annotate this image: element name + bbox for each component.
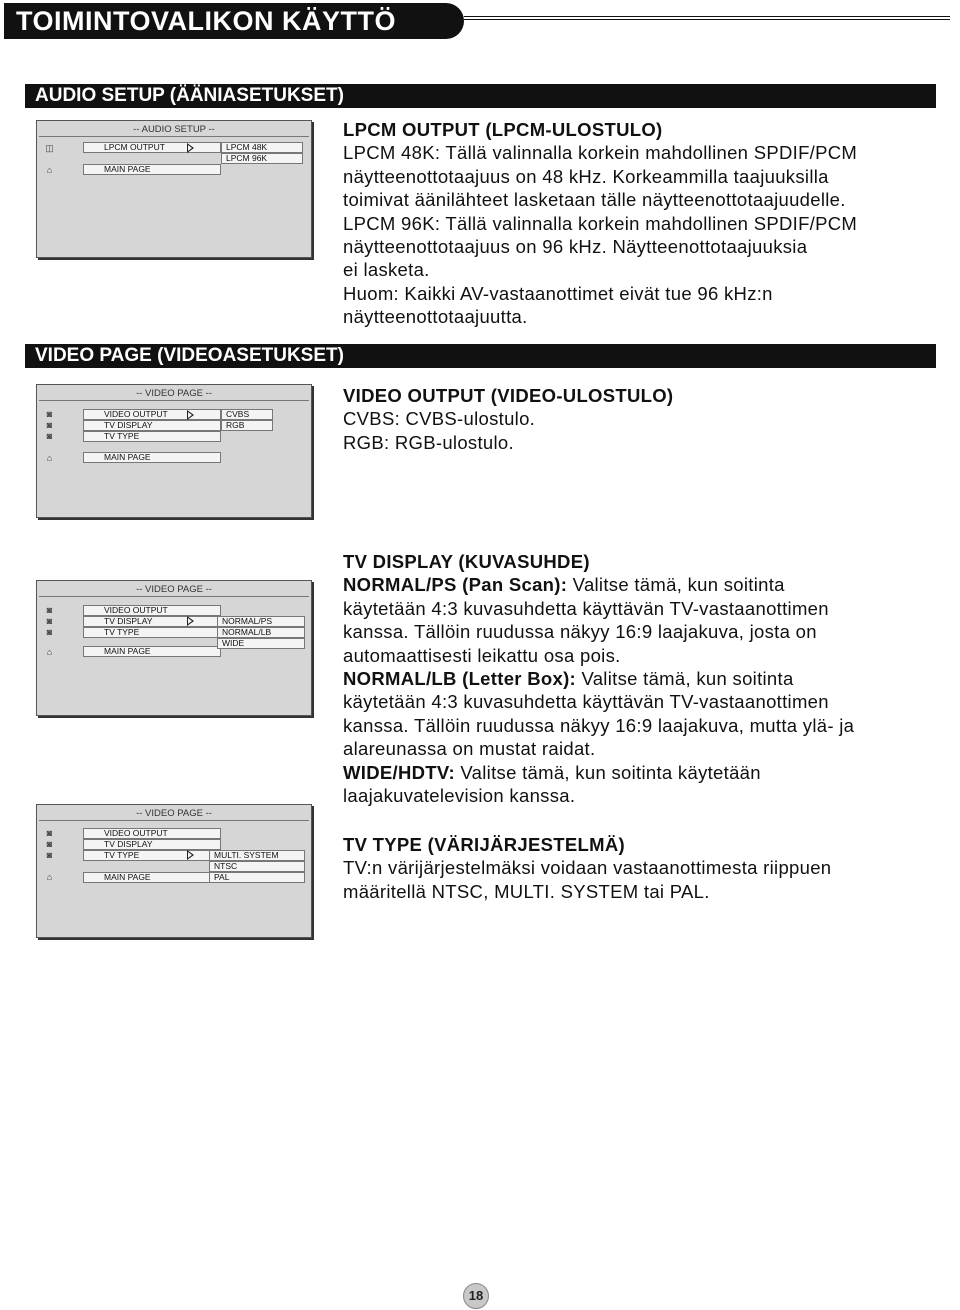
- text-line: näytteenottotaajuutta.: [343, 306, 528, 328]
- audio-section-bar: [25, 84, 936, 108]
- title-rule: [464, 16, 950, 20]
- option-pal[interactable]: PAL: [209, 872, 305, 883]
- page-title: TOIMINTOVALIKON KÄYTTÖ: [16, 6, 396, 36]
- page-number: 18: [463, 1283, 489, 1309]
- menu-divider: [39, 596, 309, 597]
- tv-type-text-block: [343, 833, 831, 903]
- page-title-banner: [4, 3, 464, 39]
- option-normal-lb[interactable]: NORMAL/LB: [217, 627, 305, 638]
- menu-item-main-page[interactable]: MAIN PAGE: [83, 164, 221, 175]
- home-icon: ⌂: [46, 872, 53, 882]
- menu-item-video-output[interactable]: VIDEO OUTPUT: [83, 409, 221, 420]
- text-line: alareunassa on mustat raidat.: [343, 738, 596, 760]
- text-line: toimivat äänilähteet lasketaan tälle näytteenottotaajuudelle.: [343, 189, 846, 211]
- submenu-arrow-icon: [187, 616, 194, 626]
- text-line: RGB: RGB-ulostulo.: [343, 431, 514, 453]
- submenu-arrow-icon: [187, 143, 194, 153]
- menu-item-main-page[interactable]: MAIN PAGE: [83, 872, 221, 883]
- text-line: TV:n värijärjestelmäksi voidaan vastaanottimesta riippuen: [343, 857, 832, 879]
- menu-divider: [39, 136, 309, 137]
- video-output-icon: ◙: [46, 828, 53, 838]
- video-section-title: VIDEO PAGE (VIDEOASETUKSET): [35, 345, 344, 366]
- video-page-menu-tv-type: [36, 804, 312, 938]
- option-wide[interactable]: WIDE: [217, 638, 305, 649]
- option-lpcm-48k[interactable]: LPCM 48K: [221, 142, 303, 153]
- text-span: Valitse tämä, kun soitinta: [572, 574, 785, 596]
- audio-text-block: [343, 118, 857, 329]
- text-line: näytteenottotaajuus on 48 kHz. Korkeammilla taajuuksilla: [343, 165, 829, 187]
- option-lpcm-96k[interactable]: LPCM 96K: [221, 153, 303, 164]
- menu-item-main-page[interactable]: MAIN PAGE: [83, 646, 221, 657]
- tv-display-icon: ◙: [46, 839, 53, 849]
- tv-display-icon: ◙: [46, 616, 53, 626]
- tv-type-icon: ◙: [46, 850, 53, 860]
- text-span: Valitse tämä, kun soitinta käytetään: [460, 761, 761, 783]
- menu-item-tv-type[interactable]: TV TYPE: [83, 850, 221, 861]
- video-section-bar: [25, 344, 936, 368]
- tv-display-icon: ◙: [46, 420, 53, 430]
- text-line: ei lasketa.: [343, 259, 430, 281]
- menu-item-tv-display[interactable]: TV DISPLAY: [83, 420, 221, 431]
- text-line: LPCM 48K: Tällä valinnalla korkein mahdollinen SPDIF/PCM: [343, 142, 858, 164]
- text-line: Huom: Kaikki AV-vastaanottimet eivät tue 96 kHz:n: [343, 282, 773, 304]
- text-line: käytetään 4:3 kuvasuhdetta käyttävän TV-vastaanottimen: [343, 597, 829, 619]
- text-line: näytteenottotaajuus on 96 kHz. Näytteenottotaajuuksia: [343, 236, 808, 258]
- submenu-arrow-icon: [187, 850, 194, 860]
- option-ntsc[interactable]: NTSC: [209, 861, 305, 872]
- text-line: CVBS: CVBS-ulostulo.: [343, 408, 536, 430]
- video-output-icon: ◙: [46, 605, 53, 615]
- tv-display-text-block: [343, 550, 854, 807]
- text-line: laajakuvatelevision kanssa.: [343, 785, 576, 807]
- menu-item-tv-display[interactable]: TV DISPLAY: [83, 839, 221, 850]
- menu-item-tv-display[interactable]: TV DISPLAY: [83, 616, 221, 627]
- menu-item-video-output[interactable]: VIDEO OUTPUT: [83, 828, 221, 839]
- text-line: automaattisesti leikattu osa pois.: [343, 644, 621, 666]
- home-icon: ⌂: [46, 647, 53, 657]
- menu-item-tv-type[interactable]: TV TYPE: [83, 431, 221, 442]
- speaker-icon: ◫: [45, 143, 54, 153]
- normal-ps-label: NORMAL/PS (Pan Scan):: [343, 574, 568, 596]
- option-multi-system[interactable]: MULTI. SYSTEM: [209, 850, 305, 861]
- tv-type-icon: ◙: [46, 627, 53, 637]
- tv-display-heading: TV DISPLAY (KUVASUHDE): [343, 551, 590, 572]
- menu-title: -- VIDEO PAGE --: [136, 388, 212, 399]
- normal-lb-label: NORMAL/LB (Letter Box):: [343, 668, 576, 690]
- video-page-menu-display: [36, 580, 312, 716]
- menu-item-video-output[interactable]: VIDEO OUTPUT: [83, 605, 221, 616]
- video-output-heading: VIDEO OUTPUT (VIDEO-ULOSTULO): [343, 385, 674, 406]
- audio-setup-menu: [36, 120, 312, 258]
- text-line: [343, 761, 854, 784]
- menu-title: -- VIDEO PAGE --: [136, 584, 212, 595]
- option-rgb[interactable]: RGB: [221, 420, 273, 431]
- video-page-menu-output: [36, 384, 312, 518]
- video-output-text-block: [343, 384, 673, 454]
- menu-item-tv-type[interactable]: TV TYPE: [83, 627, 221, 638]
- menu-title: -- VIDEO PAGE --: [136, 808, 212, 819]
- tv-type-heading: TV TYPE (VÄRIJÄRJESTELMÄ): [343, 834, 625, 855]
- wide-hdtv-label: WIDE/HDTV:: [343, 761, 455, 783]
- lpcm-output-heading: LPCM OUTPUT (LPCM-ULOSTULO): [343, 119, 663, 140]
- tv-type-icon: ◙: [46, 431, 53, 441]
- text-line: LPCM 96K: Tällä valinnalla korkein mahdollinen SPDIF/PCM: [343, 212, 858, 234]
- text-line: käytetään 4:3 kuvasuhdetta käyttävän TV-vastaanottimen: [343, 691, 829, 713]
- menu-divider: [39, 400, 309, 401]
- option-normal-ps[interactable]: NORMAL/PS: [217, 616, 305, 627]
- option-cvbs[interactable]: CVBS: [221, 409, 273, 420]
- text-line: [343, 573, 854, 596]
- home-icon: ⌂: [46, 453, 53, 463]
- text-line: [343, 667, 854, 690]
- menu-title: -- AUDIO SETUP --: [133, 124, 215, 135]
- menu-item-main-page[interactable]: MAIN PAGE: [83, 452, 221, 463]
- text-line: kanssa. Tällöin ruudussa näkyy 16:9 laajakuva, mutta ylä- ja: [343, 714, 855, 736]
- home-icon: ⌂: [46, 165, 53, 175]
- audio-section-title: AUDIO SETUP (ÄÄNIASETUKSET): [35, 85, 344, 106]
- submenu-arrow-icon: [187, 410, 194, 420]
- menu-divider: [39, 820, 309, 821]
- text-span: Valitse tämä, kun soitinta: [581, 668, 794, 690]
- text-line: määritellä NTSC, MULTI. SYSTEM tai PAL.: [343, 880, 710, 902]
- menu-item-lpcm-output[interactable]: LPCM OUTPUT: [83, 142, 221, 153]
- text-line: kanssa. Tällöin ruudussa näkyy 16:9 laajakuva, josta on: [343, 621, 817, 643]
- video-output-icon: ◙: [46, 409, 53, 419]
